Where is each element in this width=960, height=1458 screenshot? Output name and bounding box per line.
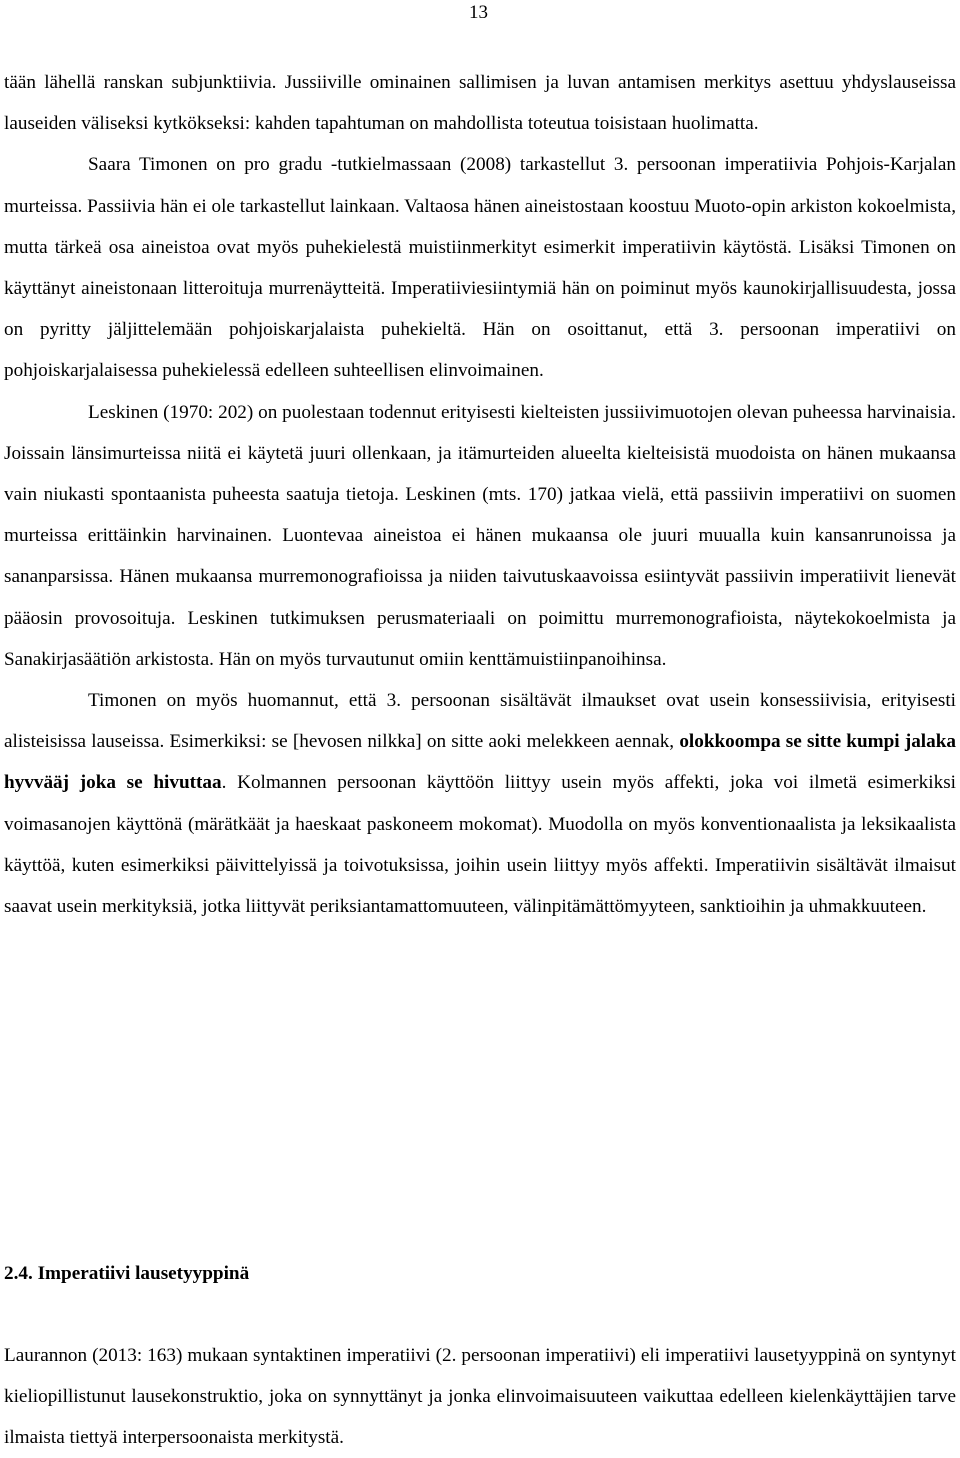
paragraph-1: tään lähellä ranskan subjunktiivia. Jussiiville ominainen sallimisen ja luvan antamisen merkitys asettuu yhdyslauseissa lauseiden väliseksi kytkökseksi: kahden tapahtuman on mahdollista toteutua toisistaan huolimatta. xyxy=(4,72,956,135)
paragraph-4 xyxy=(4,680,956,927)
section-heading: 2.4. Imperatiivi lausetyyppinä xyxy=(4,1263,250,1284)
paragraph-2: Saara Timonen on pro gradu -tutkielmassaan (2008) tarkastellut 3. persoonan imperatiivia Pohjois-Karjalan murteissa. Passiivia hän ei ole tarkastellut lainkaan. Valtaosa hänen aineistostaan koostuu Muoto-opin arkiston kokoelmista, mutta tärkeä osa aineistoa ovat myös puhekielestä muistiinmerkityt esimerkit imperatiivin käytöstä. Lisäksi Timonen on käyttänyt aineistonaan litteroituja murrenäytteitä. Imperatiiviesiintymiä hän on poiminut myös kaunokirjallisuudesta, jossa on pyritty jäljittelemään pohjoiskarjalaista puhekieltä. Hän on osoittanut, että 3. persoonan imperatiivi on pohjoiskarjalaisessa puhekielessä edelleen suhteellisen elinvoimainen. xyxy=(4,154,956,382)
body-text xyxy=(4,62,956,927)
paragraph-4-text-before: Timonen on myös huomannut, että 3. persoonan sisältävät ilmaukset ovat usein konsessiivisia, erityisesti alisteisissa lauseissa. Esimerkiksi: se [hevosen nilkka] on sitte aoki melekkeen aennak, xyxy=(4,690,956,753)
paragraph-4-text-after: . Kolmannen persoonan käyttöön liittyy usein myös affekti, joka voi ilmetä esimerkiksi voimasanojen käyttönä (märätkäät ja haeskaat paskoneem mokomat). Muodolla on myös konventionaalista ja leksikaalista käyttöä, kuten esimerkiksi päivittelyissä ja toivotuksissa, joihin usein liittyy myös affekti. Imperatiivin sisältävät ilmaisut saavat usein merkityksiä, jotka liittyvät periksiantamattomuuteen, välinpitämättömyyteen, sanktioihin ja uhmakkuuteen. xyxy=(4,772,956,918)
paragraph-3: Leskinen (1970: 202) on puolestaan todennut erityisesti kielteisten jussiivimuotojen olevan puheessa harvinaisia. Joissain länsimurteissa niitä ei käytetä juuri ollenkaan, ja itämurteiden alueelta kielteisistä muodoista on hänen mukaansa vain niukasti spontaanista puheesta saatuja tietoja. Leskinen (mts. 170) jatkaa vielä, että passiivin imperatiivi on suomen murteissa erittäinkin harvinainen. Luontevaa aineistoa ei hänen mukaansa ole juuri muualla kuin kansanrunoissa ja sananparsissa. Hänen mukaansa murremonografioissa ja niiden taivutuskaavoissa esiintyvät passiivin imperatiivit lienevät pääosin provosoituja. Leskinen tutkimuksen perusmateriaali on poimittu murremonografioista, näytekokoelmista ja Sanakirjasäätiön arkistosta. Hän on myös turvautunut omiin kenttämuistiinpanoihinsa. xyxy=(4,401,956,670)
dialect-example-bold: olokkoompa se sitte kumpi jalaka hyvvääj joka se hivuttaa xyxy=(4,731,956,794)
section-paragraph: Laurannon (2013: 163) mukaan syntaktinen imperatiivi (2. persoonan imperatiivi) eli imperatiivi lausetyyppinä on syntynyt kieliopillistunut lausekonstruktio, joka on synnyttänyt ja jonka elinvoimaisuuteen vaikuttaa edelleen kielenkäyttäjien tarve ilmaista tiettyä interpersoonaista merkitystä. xyxy=(4,1345,956,1448)
page-number: 13 xyxy=(469,2,488,23)
